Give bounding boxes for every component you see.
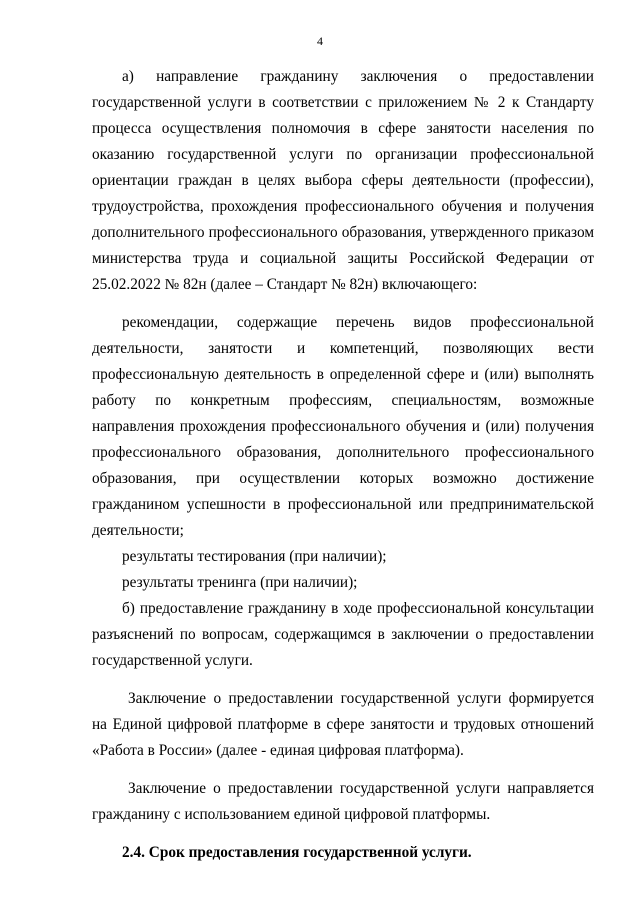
paragraph-training-results: результаты тренинга (при наличии); <box>122 574 358 591</box>
page-number: 4 <box>317 34 323 48</box>
document-body <box>92 64 594 866</box>
section-heading: 2.4. Срок предоставления государственной услуги. <box>122 844 472 861</box>
paragraph-a: а) направление гражданину заключения о предоставлении государственной услуги в соответствии с приложением № 2 к Стандарту процесса осуществления полномочия в сфере занятости населения по оказанию государственной услуги по организации профессиональной ориентации граждан в целях выбора сферы деятельности (профессии), трудоустройства, прохождения профессионального обучения и получения дополнительного профессионального образования, утвержденного приказом министерства труда и социальной защиты Российской Федерации от 25.02.2022 № 82н (далее – Стандарт № 82н) включающего: <box>92 68 594 293</box>
paragraph-b: б) предоставление гражданину в ходе профессиональной консультации разъяснений по вопросам, содержащимся в заключении о предоставлении государственной услуги. <box>92 600 594 669</box>
paragraph-conclusion-formed: Заключение о предоставлении государственной услуги формируется на Единой цифровой платформе в сфере занятости и трудовых отношений «Работа в России» (далее - единая цифровая платформа). <box>92 690 594 759</box>
paragraph-recommendations: рекомендации, содержащие перечень видов профессиональной деятельности, занятости и компетенций, позволяющих вести профессиональную деятельность в определенной сфере и (или) выполнять работу по конкретным профессиям, специальностям, возможные направления прохождения профессионального обучения и (или) получения профессионального образования, дополнительного профессионального образования, при осуществлении которых возможно достижение гражданином успешности в профессиональной или предпринимательской деятельности; <box>92 314 594 539</box>
paragraph-conclusion-sent: Заключение о предоставлении государственной услуги направляется гражданину с использованием единой цифровой платформы. <box>92 780 594 823</box>
paragraph-test-results: результаты тестирования (при наличии); <box>122 548 387 565</box>
